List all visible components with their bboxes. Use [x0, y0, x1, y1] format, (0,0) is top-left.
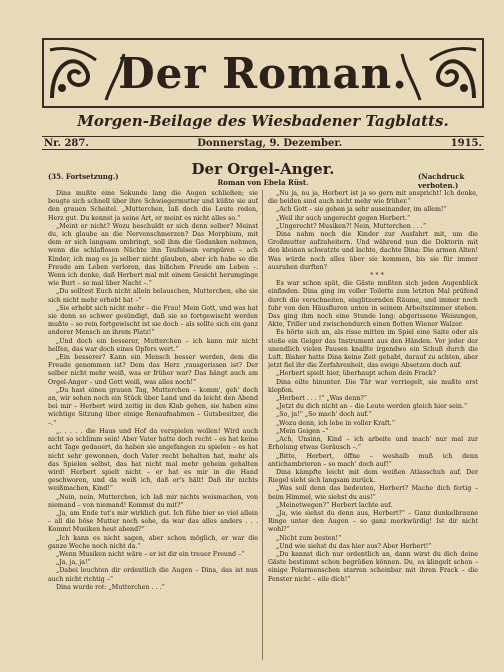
- paragraph: „Herbert . . . !“ „Was denn?“: [276, 395, 367, 403]
- paragraph: „Weil ihr auch ungerecht gegen Herbert.“: [276, 214, 411, 222]
- masthead: [42, 38, 484, 108]
- paragraph: „Dabei leuchten dir ordentlich die Augen – Dina, das ist nun auch nicht richtig –“: [48, 567, 258, 583]
- paragraph: „Du solltest Euch nicht allein belauschen, Mutterchen, ehe sie sich nicht mehr erhebt hat –“: [48, 288, 258, 304]
- ornament-left-icon: [46, 42, 126, 104]
- paragraph: „Mein Geigen –“: [276, 427, 329, 435]
- paragraph: „Herbert spielt hier, überhaupt schon dein Frack?: [276, 370, 437, 378]
- paragraph: „So, ja!“ „So mach' doch auf.“: [276, 411, 372, 419]
- paragraph: „Jetzt du dich nicht an – die Leute werden gleich hier sein.“: [276, 403, 468, 411]
- paragraph: „Du kannst dich nur ordentlich an, dann wirst du dich deine Gäste bestimmt schon begrüßen können. Du, es klingelt schon – einige Polarmenschen starren scheinbar mit ihren Frack – die Fenster nicht – eile dich!“: [268, 550, 478, 583]
- story-author: Roman von Ebela Rüst.: [217, 178, 309, 187]
- paragraph: „Und doch ein besserer, Mutterchen – ich kann mir nicht helfen, das war doch eines Opfers wert.“: [48, 337, 258, 353]
- paragraph: „Wenn Musiken nicht wäre – er ist dir ein treuer Freund –“: [56, 550, 245, 558]
- paragraph: Es war schon spät, die Gäste mußten sich jeden Augenblick einfinden. Dina ging im voller Toilette zum letzten Mal prüfend durch die verschneiten, eisglitzernden Räume, und immer noch fuhr von den Häusfluren unten in seinem Arbeitszimmer stehen. Das ging ihm noch eine Stunde lang: abgerissene Weisungen, Akte, Triller und zwischendurch einen flotten Wiener Walzer.: [268, 280, 478, 329]
- story-title: Der Orgel-Anger.: [191, 160, 335, 178]
- paragraph: „Ach, Unsinn, Kind – ich arbeite und mach' nur mal zur Erholung etwas Geräusch –.“: [268, 436, 478, 452]
- paragraph: „Meinetwegen?“ Herbert lachte auf.: [276, 501, 393, 509]
- paragraph: Dina nahm noch die Kinder zur Ausfahrt mit, um die Großmutter aufzuheitern. Und während nun die Doktorin mit den kleinen schwatzte und lachte, dachte Dina: Die armen Alten! Was würde noch alles über sie kommen, bis sie für immer ausruhen durften?: [268, 231, 478, 271]
- text-column-left: [48, 190, 258, 660]
- paragraph: „Nein, nein, Mutterchen, ich laß mir nichts weismachen, von niemand – von niemand! Kommst du mit?“: [48, 493, 258, 509]
- paragraph: Dina kämpfte leicht mit dem weißen Atlasschuh auf. Der Riegel sieht sich langsam zurück.: [268, 468, 478, 485]
- paragraph: „Du hast einen grauen Tag, Mutterchen – komm', geh' doch an, wir sehen noch ein Stück über Land und da leicht den Abend bei mir – Herbert wird zeitig in den Klub gehen, sie haben eine wichtige Sitzung über einige Renaufnahmen – Gutsbesitzer, die –.“: [48, 386, 258, 427]
- paragraph: Es hörte sich an, als risse mitten im Spiel eine Saite oder als stoße ein Geiger das Instrument aus den Händen. Vor jeder der unendlich vielen Pausen knallte irgendwo ein Schuß durch die Luft. Bisher hatte Dina keine Zeit gehabt, darauf zu achten, aber jetzt fiel ihr die Zerfahrenheit, das ewige Absetzen doch auf.: [268, 329, 478, 370]
- ornament-right-icon: [400, 42, 480, 104]
- issue-year: 1915.: [450, 137, 482, 149]
- paragraph: „Ja, wie siehst du denn aus, Herbert?“ – Ganz dunkelbraune Ringe unter den Augen – so ganz merkwürdig! Ist dir nicht wohl?“: [268, 509, 478, 534]
- continuation-note: (35. Fortsetzung.): [48, 172, 119, 181]
- paragraph: Dina eilte hinunter. Die Tür war verriegelt, sie mußte erst klopfen.: [268, 378, 478, 394]
- paragraph: „Meint er nicht? Wozu beschuldt er sich denn selber? Meinst du, ich glaube an die Nervenschmerzen? Das Morphium, mit dem er sich langsam umbringt, soll ihm die Gedanken nehmen, wenn die schlaflosen Nächte ihn Teufelsein verspüren – ach Kinder, ich mag es ja selber nicht glauben, aber ich habe so die Freude am Leben verloren, das bißchen Freude am Leben –. Wenn ich denke, daß Herbert mal mit einem Gesicht herumginge wie Burt – so mal über Nacht –.“: [48, 222, 258, 288]
- paragraph: „Und wie siehst du das hier aus? Aber Herbert!“: [276, 542, 432, 550]
- paragraph: „Sie erhebt sich nicht mehr – die Frau! Mein Gott, und was hat sie denn so schwer gesündigt, daß sie so fortgewischt werden mußte – so rein fortgewischt ist sie doch – als sollte sich ein ganz anderer Mensch an ihrem Platz!“: [48, 304, 258, 337]
- text-column-right: [268, 190, 478, 660]
- paragraph: „Ja, am Ende tut's mir wirklich gut. Ich fühe hier so viel allein – all die böse Mutter noch sehe, da war das alles anders . . . Kommt Musiken heut abend?“: [48, 509, 258, 534]
- paragraph: „Ungerecht? Musiken?! Nein, Mutterchen . . .“: [276, 222, 427, 230]
- paragraph: „Nu ja, nu ja, Herbert ist ja so gern mit anspricht! Ich denke, die beiden sind auch nicht mehr wie früher.“: [268, 190, 478, 206]
- masthead-subtitle: Morgen-Beilage des Wiesbadener Tagblatts.: [77, 112, 449, 130]
- section-break: * * *: [370, 272, 384, 280]
- paragraph: „Was soll denn das bedeuten, Herbert? Mache dich fertig – beim Himmel, wie siehst du aus!“: [268, 485, 478, 501]
- paragraph: „Ja, ja, ja!“: [56, 559, 91, 567]
- issue-date: Donnerstag, 9. Dezember.: [197, 137, 343, 149]
- issue-info-bar: [42, 136, 484, 150]
- paragraph: Dina mußte eine Sekunde lang die Augen schließen; sie beugte sich schnell über ihre Schwiegermutter und küßte sie auf den grauen Scheitel. „Mutterchen, laß doch die Leute reden, Herz gut. Du kennst ja seine Art, er meint es nicht alles so.“: [48, 190, 258, 222]
- paragraph: Dina wurde rot: „Mutterchen . . .“: [56, 583, 165, 591]
- paragraph: „Nicht zum besten!“: [276, 534, 342, 542]
- issue-number: Nr. 287.: [44, 137, 89, 149]
- paragraph: „Bitte, Herbert, öffne – weshalb muß ich denn antichambrieren – so mach' doch auf!“: [268, 452, 478, 468]
- paragraph: „Ich kann es nicht sagen, aber schon möglich, er war die ganze Woche noch nicht da.“: [48, 534, 258, 550]
- reprint-note: (Nachdruck verboten.): [418, 172, 465, 190]
- paragraph: „Ach Gott – sie gehen ja sehr auseinander, im allem!“: [276, 206, 447, 214]
- paragraph: „. . . . . die Haus und Hof da verspielen wollen! Wird auch nicht so schlimm sein! Aber Vater hatte doch recht – es hat keine acht Tage gedauert, da haben sie angefangen zu spielen – es hat nicht sehr gewonnen, doch Vater recht behalten hat, mehr als das Spielen selbst, das hat nicht mal mehr geheim gehalten wird! Herbert spielt nicht – er hat es mir in die Hand geschworen, und da weiß ich, daß er's hält! Daß ihr nichts weißmachen, Kind!“: [48, 427, 258, 493]
- paragraph: „Wozu denn, ich lebe in voller Kraft.“: [276, 419, 395, 427]
- paragraph: „Ein besserer? Kann ein Mensch besser werden, dem die Freude genommen ist? Dem das Herz ‚rausgerissen ist? Der selber nicht mehr weiß, was er früher war? Das hängt auch am Orgel-Anger – und Gott weiß, was alles noch!“: [48, 354, 258, 386]
- column-divider: [262, 190, 263, 660]
- masthead-title: Der Roman.: [118, 48, 408, 98]
